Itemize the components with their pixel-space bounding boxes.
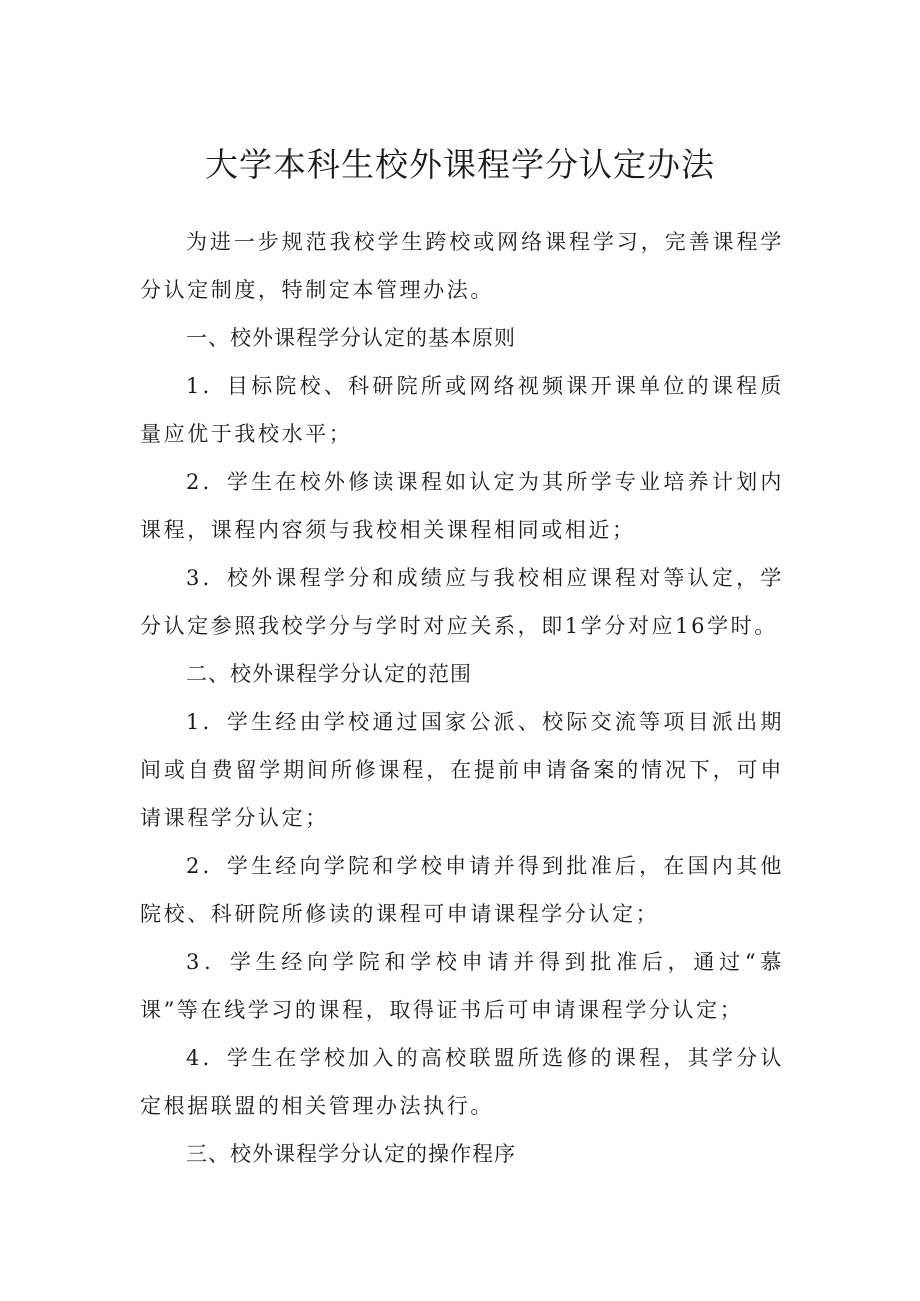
section-heading-3: 三、校外课程学分认定的操作程序 [186,1142,516,1166]
document-title: 大学本科生校外课程学分认定办法 [205,145,715,184]
section-heading-1: 一、校外课程学分认定的基本原则 [186,326,516,350]
document-body [140,218,784,1178]
section-2-item-1: 1．学生经由学校通过国家公派、校际交流等项目派出期间或自费留学期间所修课程，在提前申请备案的情况下，可申请课程学分认定； [140,710,784,830]
intro-paragraph: 为进一步规范我校学生跨校或网络课程学习，完善课程学分认定制度，特制定本管理办法。 [140,230,784,302]
section-1-item-1: 1．目标院校、科研院所或网络视频课开课单位的课程质量应优于我校水平； [140,374,784,446]
section-1-item-3: 3．校外课程学分和成绩应与我校相应课程对等认定，学分认定参照我校学分与学时对应关系，即1学分对应16学时。 [140,566,784,638]
section-1-item-2: 2．学生在校外修读课程如认定为其所学专业培养计划内课程，课程内容须与我校相关课程相同或相近； [140,470,784,542]
section-2-item-2: 2．学生经向学院和学校申请并得到批准后，在国内其他院校、科研院所修读的课程可申请课程学分认定； [140,854,784,926]
section-2-item-3: 3．学生经向学院和学校申请并得到批准后，通过“慕课”等在线学习的课程，取得证书后可申请课程学分认定； [140,950,784,1022]
section-heading-2: 二、校外课程学分认定的范围 [186,662,472,686]
section-2-item-4: 4．学生在学校加入的高校联盟所选修的课程，其学分认定根据联盟的相关管理办法执行。 [140,1046,784,1118]
